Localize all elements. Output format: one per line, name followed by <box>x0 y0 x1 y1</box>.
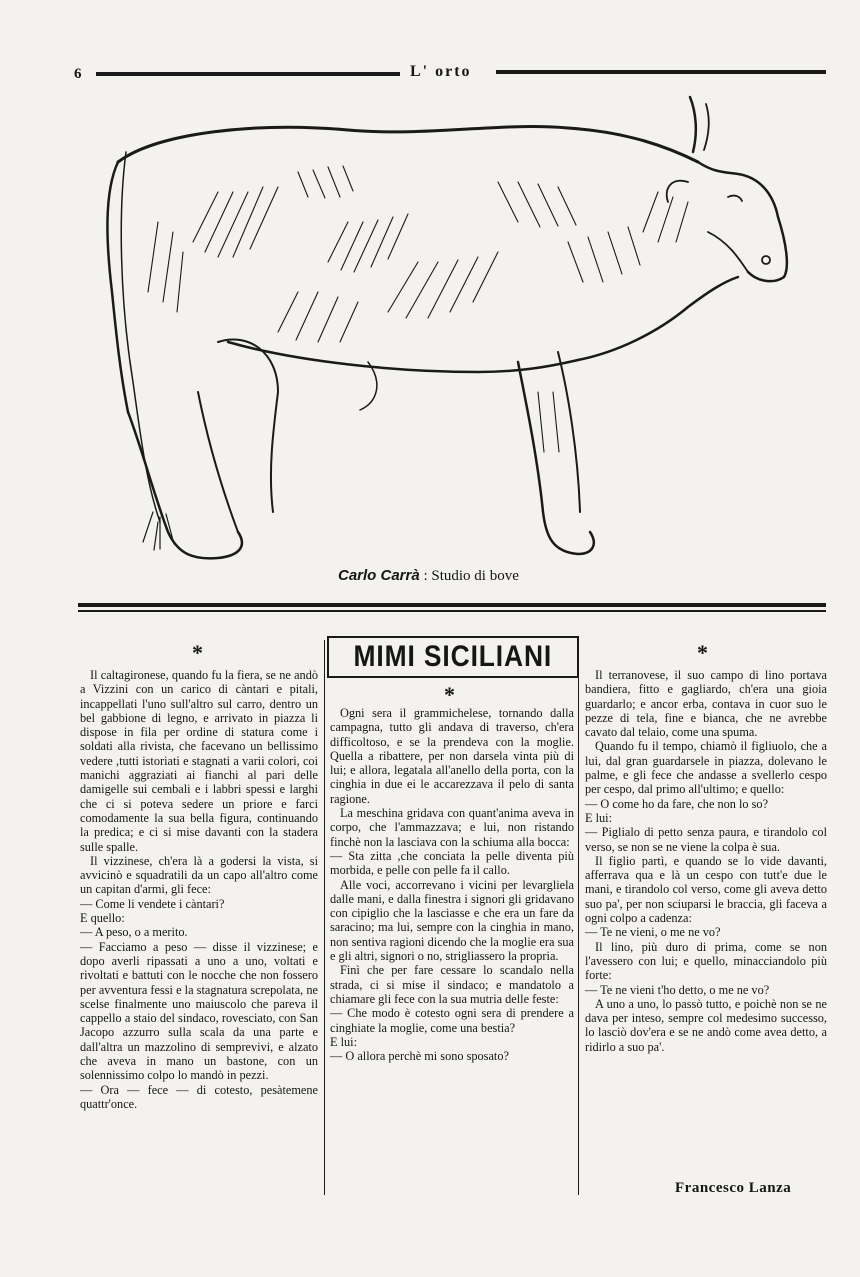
paragraph: Quando fu il tempo, chiamò il figliuolo, che a lui, dal gran guardarsele in piazza, dolevano le palme, e gli fece che andasse a svellerlo cespo per cespo, dal primo all'ultimo; e quello: <box>585 739 827 797</box>
paragraph: Il terranovese, il suo campo di lino portava bandiera, fitto e gagliardo, ch'era una gioia guardarlo; e ancor erba, contava in cuor suo le pezze di tela, fine e bianca, che ne avrebbe cavato dal telaio, come una spuma. <box>585 668 827 740</box>
paragraph: — Te ne vieni t'ho detto, o me ne vo? <box>585 982 770 997</box>
column-divider-left <box>324 640 325 1195</box>
paragraph: Alle voci, accorrevano i vicini per levargliela dalle mani, e dalla finestra i signori gli gridavano con cipiglio che la lasciasse e che era un fare da saracino; ma lui, sempre con la cinghia in mano, non sentiva ragioni dicendo che la moglie era sua e gli altri, signori o no, strigliassero la propria. <box>330 877 574 964</box>
column-1 <box>80 668 318 1111</box>
paragraph: — Come li vendete i càntari? <box>80 896 225 911</box>
paragraph: — A peso, o a merito. <box>80 925 188 940</box>
article-title: MIMI SICILIANI <box>353 640 553 673</box>
paragraph: Il lino, più duro di prima, come se non l'avessero con lui; e quello, minacciandolo più forte: <box>585 939 827 983</box>
header-rule-left <box>96 72 400 76</box>
author-signature: Francesco Lanza <box>675 1180 792 1196</box>
paragraph: — Che modo è cotesto ogni sera di prendere a cinghiate la moglie, come una bestia? <box>330 1006 574 1035</box>
column-divider-right <box>578 640 579 1195</box>
paragraph: — Facciamo a peso — disse il vizzinese; e dopo averli ripassati a uno a uno, voltati e rivoltati e battuti con le nocche che non fossero per avventura fessi e la stagnatura screpolata, ne scelse finalmente uno maiuscolo che pareva il cappello a staio del sindaco, rovesciato, con San Jacopo azzurro sulla scala da una parte e dall'altra un mazzolino di semprevivi, e alzato che aveva in mano un bastone, con un solennissimo colpo lo mandò in pezzi. <box>80 939 318 1083</box>
paragraph: E lui: <box>585 810 612 825</box>
paragraph: Il figlio partì, e quando se lo vide davanti, afferrava qua e là un cespo con tutt'e due le mani, e tirandolo col verso, come gli aveva detto suo pa', per non sciuparsi le braccia, gli faceva a ogni colpo a cadenza: <box>585 853 827 926</box>
col3-star: * <box>697 640 708 665</box>
illustration-caption <box>338 567 519 585</box>
column-2 <box>330 706 574 1063</box>
paragraph: E lui: <box>330 1034 357 1049</box>
caption-separator: : <box>423 568 428 584</box>
paragraph: Il vizzinese, ch'era là a godersi la vista, si avvicinò e squadratili da un capo all'altro come un capitan d'armi, gli fece: <box>80 853 318 897</box>
col1-star: * <box>192 640 203 665</box>
header-rule-right <box>496 70 826 74</box>
paragraph: Ogni sera il grammichelese, tornando dalla campagna, tutto gli andava di traverso, ch'era difficoltoso, e se la prendeva con la moglie. Quella a ribattere, per non darsela vinta più di lui; e allora, legatala all'anello della porta, con la cinghia in due ei le accarezzava il pelo di santa ragione. <box>330 706 574 806</box>
paragraph: A uno a uno, lo passò tutto, e poichè non se ne dava per inteso, sempre col medesimo successo, lo lasciò dov'era e se ne andò come avea detto, a ridirlo a suo pa'. <box>585 996 827 1054</box>
paragraph: — O allora perchè mi sono sposato? <box>330 1049 509 1064</box>
title-star: * <box>444 682 455 707</box>
page-number: 6 <box>74 66 82 82</box>
paragraph: Il caltagironese, quando fu la fiera, se ne andò a Vizzini con un carico di càntari e pitali, incappellati l'uno sull'altro sul carro, dentro un bel gabbione di legno, e arrivato in piazza li dispose in fila per ordine di statura come i soldati alla rivista, che facevano un bellissimo vedere ,tutti istoriati e stagnati a varii colori, coi manichi aggraziati ai fianchi al pari delle damigelle sui cembali e i labbri spessi e larghi che ci si poteva sedere un priore e farci comodamente la sua bella figura, continuando la predica; e ci si mise davanti con la stadera sulle spalle. <box>80 668 318 854</box>
paragraph: — Piglialo di petto senza paura, e tirandolo col verso, se non se ne viene la colpa è sua. <box>585 825 827 854</box>
article-title-box <box>327 636 579 678</box>
caption-author: Carlo Carrà <box>338 567 420 584</box>
column-3 <box>585 668 827 1054</box>
journal-title: L' orto <box>410 63 472 80</box>
paragraph: E quello: <box>80 911 125 926</box>
paragraph: — Sta zitta ,che conciata la pelle diventa più morbida, e pelle con pelle fa il callo. <box>330 848 574 878</box>
paragraph: — O come ho da fare, che non lo so? <box>585 796 769 811</box>
ox-drawing <box>98 92 798 572</box>
paragraph: La meschina gridava con quant'anima aveva in corpo, che l'ammazzava; e lui, non ristando finchè non la lasciava con la schiuma alla bocca: <box>330 806 574 849</box>
section-rule-thin <box>78 610 826 612</box>
section-rule-thick <box>78 603 826 607</box>
paragraph: Finì che per fare cessare lo scandalo nella strada, ci si mise il sindaco; e mandatolo a chiamare gli fece con la sua mutria delle feste: <box>330 963 574 1006</box>
caption-title: Studio di bove <box>431 568 519 584</box>
paragraph: — Ora — fece — di cotesto, pesàtemene quattr'once. <box>80 1082 318 1111</box>
paragraph: — Te ne vieni, o me ne vo? <box>585 925 721 940</box>
